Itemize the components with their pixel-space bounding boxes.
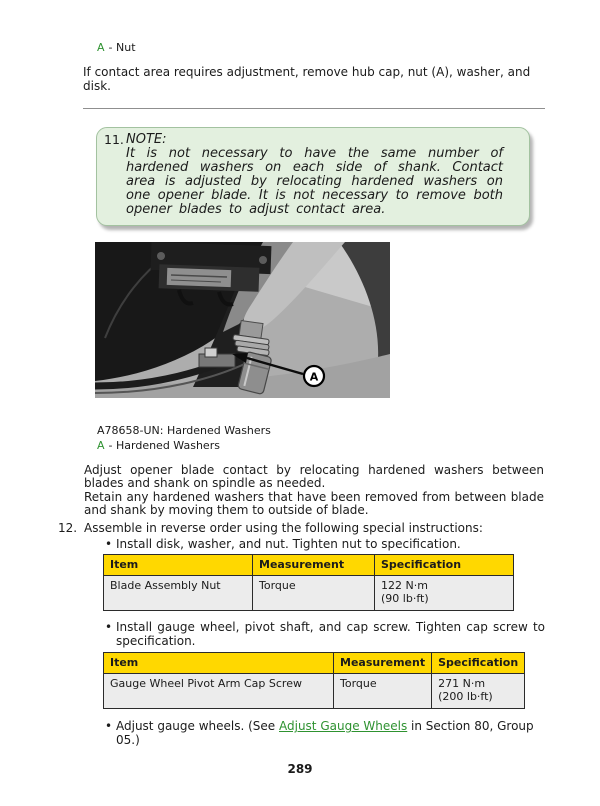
figure-caption-id: A78658-UN: Hardened Washers [97,424,271,437]
header-measurement: Measurement [334,653,432,674]
adjust-gauge-wheels-link[interactable]: Adjust Gauge Wheels [279,719,408,734]
legend-text: - Hardened Washers [108,439,220,452]
spec-metric: 271 N·m [438,677,486,691]
paragraph-adjust: Adjust opener blade contact by relocating hardened washers between blades and shank on spindle as needed. [84,463,544,491]
cell-measurement: Torque [334,674,432,709]
legend-letter: A [97,41,105,54]
paragraph-retain: Retain any hardened washers that have been removed from between blade and shank by moving them to outside of blade. [84,489,544,518]
bullet-text: • Install gauge wheel, pivot shaft, and cap screw. Tighten cap screw to specification. [116,620,545,648]
step-12 [58,522,545,747]
body-paragraphs [84,464,544,518]
bullet-install-disk [84,538,545,551]
cell-item: Blade Assembly Nut [104,576,253,611]
spec-imperial: (90 lb·ft) [381,592,429,606]
bullet-text: • Install disk, washer, and nut. Tighten nut to specification. [116,537,461,552]
page-number: 289 [287,762,313,776]
spec-table-gauge-wheel-cap-screw [103,652,525,709]
step-intro: Assemble in reverse order using the following special instructions: [84,520,483,535]
note-box [96,127,530,226]
step-body [84,522,545,747]
table-header-row [104,653,525,674]
table-row [104,674,525,709]
bullet-adjust-gauge-wheels [84,720,545,747]
bullet-install-gauge-wheel [84,621,545,648]
note-label: NOTE: [126,132,167,147]
cell-measurement: Torque [253,576,375,611]
figure-caption [97,424,600,453]
legend-text: - Nut [108,41,136,54]
note-content [126,133,503,217]
cell-item: Gauge Wheel Pivot Arm Cap Screw [104,674,334,709]
header-specification: Specification [432,653,525,674]
bullet-text-suffix: in Section 80, Group 05.) [116,719,534,747]
note-text: It is not necessary to have the same number of hardened washers on each side of shank. Contact area is adjusted by relocating hardened washers on one opener blade. It is not necessary to remove both opener blades to adjust contact area. [126,146,503,217]
equipment-photo [95,242,390,398]
header-specification: Specification [375,555,514,576]
section-divider [83,108,545,109]
spec-imperial: (200 lb·ft) [438,690,493,704]
legend-letter: A [97,439,105,452]
header-item: Item [104,555,253,576]
intro-paragraph: If contact area requires adjustment, remove hub cap, nut (A), washer, and disk. [83,65,531,93]
note-item-number: 11. [104,132,124,147]
header-measurement: Measurement [253,555,375,576]
cell-specification [375,576,514,611]
bullet-text [116,720,545,747]
step-number: 12. [58,520,78,535]
header-item: Item [104,653,334,674]
cell-specification [432,674,525,709]
figure-legend-nut [97,0,600,55]
spec-metric: 122 N·m [381,579,428,593]
figure-photo-hardened-washers [95,242,390,398]
figure-legend-hardened-washers [97,439,600,453]
callout-a-letter: A [309,370,319,384]
bullet-text-prefix: Adjust gauge wheels. (See [116,719,279,734]
spec-table-blade-assembly-nut [103,554,514,611]
table-row [104,576,514,611]
table-header-row [104,555,514,576]
